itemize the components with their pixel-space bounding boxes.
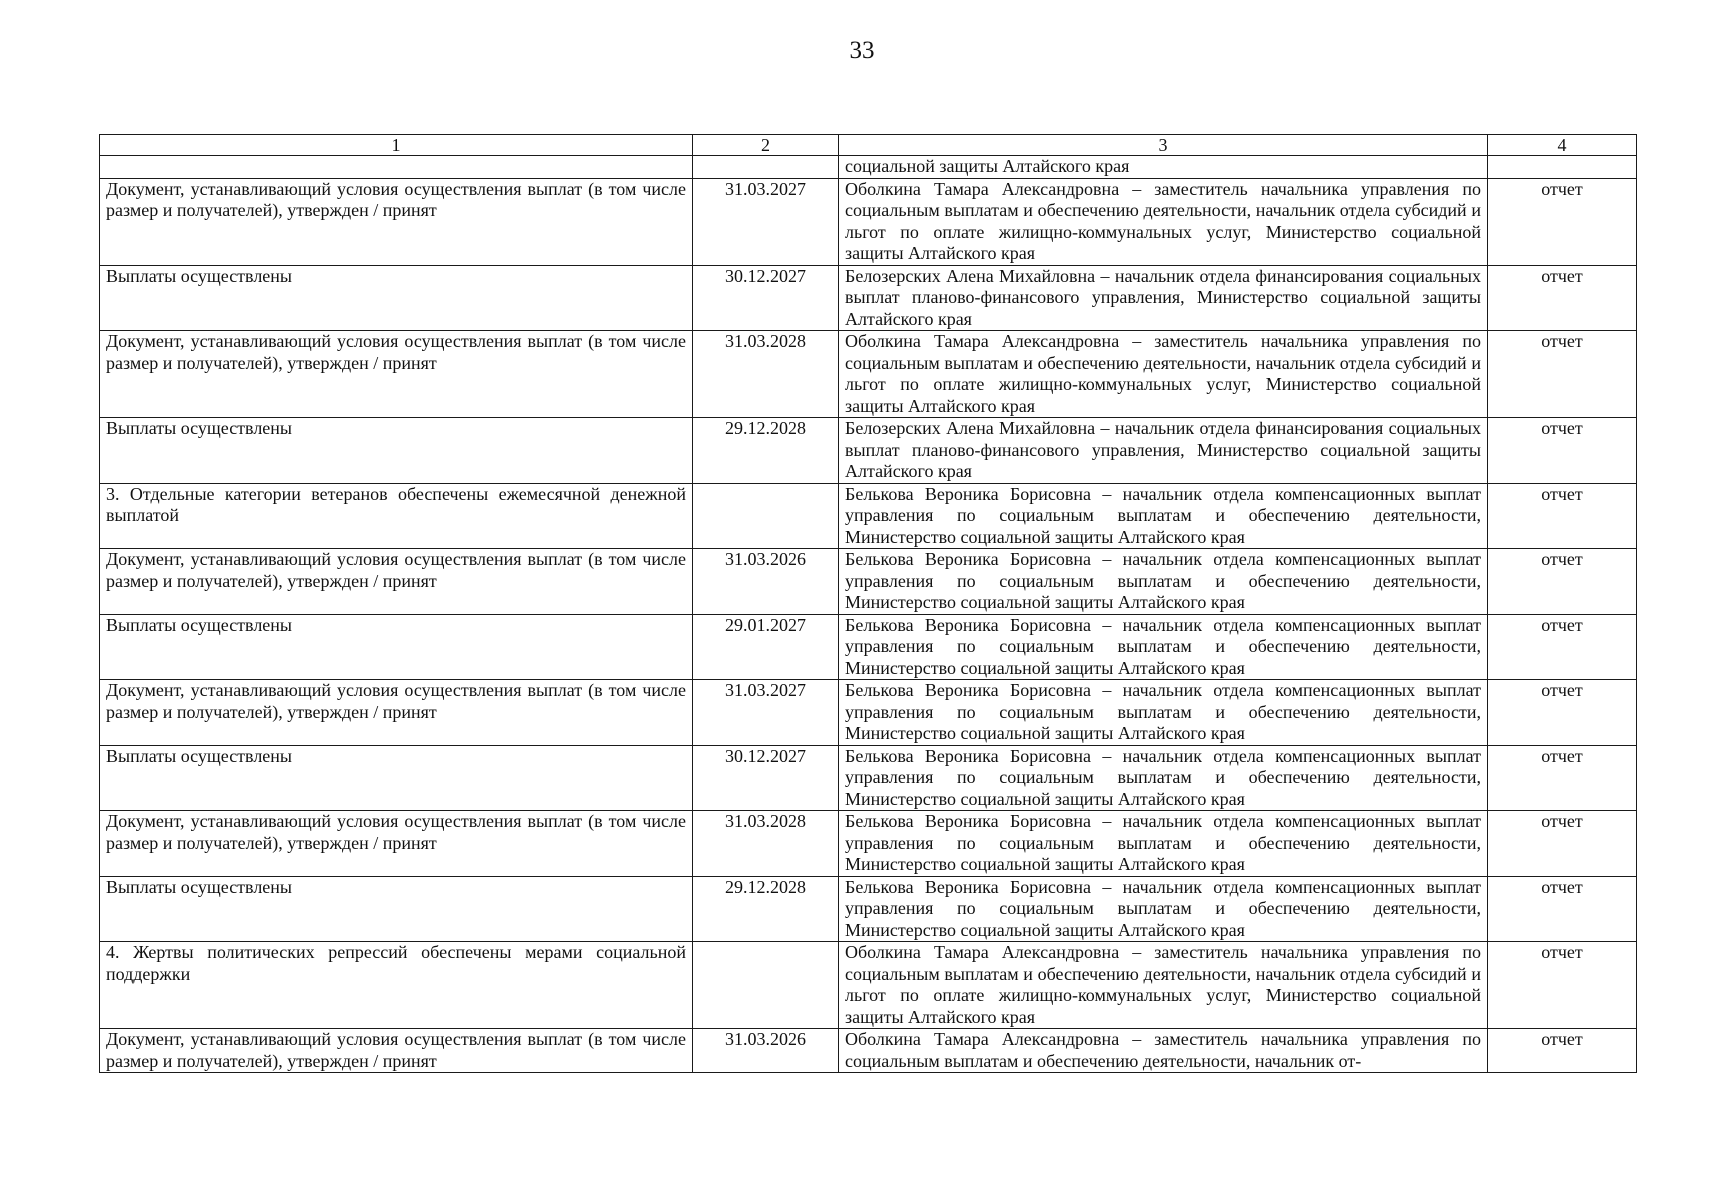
cell-document-type: отчет (1488, 745, 1637, 811)
table-header (100, 135, 1637, 156)
cell-document-type: отчет (1488, 942, 1637, 1029)
cell-event: Документ, устанавливающий условия осуществления выплат (в том числе размер и получателей), утвержден / принят (100, 331, 693, 418)
cell-document-type: отчет (1488, 1029, 1637, 1073)
table-row (100, 942, 1637, 1029)
table-row (100, 680, 1637, 746)
cell-document-type: отчет (1488, 418, 1637, 484)
cell-date: 31.03.2028 (693, 811, 839, 877)
cell-document-type: отчет (1488, 331, 1637, 418)
table-row (100, 745, 1637, 811)
cell-event: Выплаты осуществлены (100, 614, 693, 680)
cell-event: 3. Отдельные категории ветеранов обеспечены ежемесячной денежной выплатой (100, 483, 693, 549)
cell-date: 31.03.2026 (693, 549, 839, 615)
cell-document-type: отчет (1488, 614, 1637, 680)
cell-date: 30.12.2027 (693, 265, 839, 331)
column-header-4: 4 (1488, 135, 1637, 156)
cell-responsible: социальной защиты Алтайского края (839, 156, 1488, 179)
cell-responsible: Оболкина Тамара Александровна – заместитель начальника управления по социальным выплатам и обеспечению деятельности, начальник от- (839, 1029, 1488, 1073)
cell-document-type: отчет (1488, 876, 1637, 942)
cell-date (693, 156, 839, 179)
cell-document-type: отчет (1488, 178, 1637, 265)
page-number: 33 (849, 37, 875, 64)
cell-date: 30.12.2027 (693, 745, 839, 811)
cell-responsible: Белькова Вероника Борисовна – начальник отдела компенсационных выплат управления по социальным выплатам и обеспечению деятельности, Министерство социальной защиты Алтайского края (839, 614, 1488, 680)
cell-date: 29.12.2028 (693, 418, 839, 484)
table-row (100, 876, 1637, 942)
table-row (100, 331, 1637, 418)
cell-responsible: Оболкина Тамара Александровна – заместитель начальника управления по социальным выплатам и обеспечению деятельности, начальник отдела субсидий и льгот по оплате жилищно-коммунальных услуг, Министерство социальной защиты Алтайского края (839, 178, 1488, 265)
column-header-1: 1 (100, 135, 693, 156)
column-header-3: 3 (839, 135, 1488, 156)
cell-document-type: отчет (1488, 483, 1637, 549)
cell-event (100, 156, 693, 179)
cell-event: Документ, устанавливающий условия осуществления выплат (в том числе размер и получателей), утвержден / принят (100, 811, 693, 877)
cell-responsible: Белькова Вероника Борисовна – начальник отдела компенсационных выплат управления по социальным выплатам и обеспечению деятельности, Министерство социальной защиты Алтайского края (839, 745, 1488, 811)
cell-event: Выплаты осуществлены (100, 418, 693, 484)
cell-responsible: Белькова Вероника Борисовна – начальник отдела компенсационных выплат управления по социальным выплатам и обеспечению деятельности, Министерство социальной защиты Алтайского края (839, 811, 1488, 877)
cell-event: Выплаты осуществлены (100, 745, 693, 811)
cell-date: 29.01.2027 (693, 614, 839, 680)
cell-date (693, 942, 839, 1029)
column-header-2: 2 (693, 135, 839, 156)
table-body (100, 156, 1637, 1073)
cell-date: 29.12.2028 (693, 876, 839, 942)
header-row (100, 135, 1637, 156)
cell-document-type: отчет (1488, 811, 1637, 877)
cell-document-type: отчет (1488, 265, 1637, 331)
cell-document-type (1488, 156, 1637, 179)
cell-date: 31.03.2027 (693, 680, 839, 746)
table-row (100, 265, 1637, 331)
table-row (100, 549, 1637, 615)
cell-responsible: Белькова Вероника Борисовна – начальник отдела компенсационных выплат управления по социальным выплатам и обеспечению деятельности, Министерство социальной защиты Алтайского края (839, 680, 1488, 746)
cell-responsible: Оболкина Тамара Александровна – заместитель начальника управления по социальным выплатам и обеспечению деятельности, начальник отдела субсидий и льгот по оплате жилищно-коммунальных услуг, Министерство социальной защиты Алтайского края (839, 331, 1488, 418)
cell-responsible: Белькова Вероника Борисовна – начальник отдела компенсационных выплат управления по социальным выплатам и обеспечению деятельности, Министерство социальной защиты Алтайского края (839, 483, 1488, 549)
table-row-continuation (100, 156, 1637, 179)
cell-event: Документ, устанавливающий условия осуществления выплат (в том числе размер и получателей), утвержден / принят (100, 549, 693, 615)
table-row (100, 418, 1637, 484)
table-row (100, 811, 1637, 877)
cell-event: Документ, устанавливающий условия осуществления выплат (в том числе размер и получателей), утвержден / принят (100, 1029, 693, 1073)
cell-date: 31.03.2028 (693, 331, 839, 418)
table-row (100, 178, 1637, 265)
cell-document-type: отчет (1488, 680, 1637, 746)
cell-date: 31.03.2027 (693, 178, 839, 265)
cell-date (693, 483, 839, 549)
cell-responsible: Белькова Вероника Борисовна – начальник отдела компенсационных выплат управления по социальным выплатам и обеспечению деятельности, Министерство социальной защиты Алтайского края (839, 549, 1488, 615)
cell-event: 4. Жертвы политических репрессий обеспечены мерами социальной поддержки (100, 942, 693, 1029)
table-row (100, 614, 1637, 680)
cell-responsible: Белькова Вероника Борисовна – начальник отдела компенсационных выплат управления по социальным выплатам и обеспечению деятельности, Министерство социальной защиты Алтайского края (839, 876, 1488, 942)
cell-event: Документ, устанавливающий условия осуществления выплат (в том числе размер и получателей), утвержден / принят (100, 178, 693, 265)
cell-event: Выплаты осуществлены (100, 876, 693, 942)
table-row (100, 483, 1637, 549)
cell-event: Выплаты осуществлены (100, 265, 693, 331)
plan-table (99, 134, 1637, 1073)
cell-responsible: Оболкина Тамара Александровна – заместитель начальника управления по социальным выплатам и обеспечению деятельности, начальник отдела субсидий и льгот по оплате жилищно-коммунальных услуг, Министерство социальной защиты Алтайского края (839, 942, 1488, 1029)
cell-document-type: отчет (1488, 549, 1637, 615)
cell-date: 31.03.2026 (693, 1029, 839, 1073)
cell-responsible: Белозерских Алена Михайловна – начальник отдела финансирования социальных выплат планово-финансового управления, Министерство социальной защиты Алтайского края (839, 265, 1488, 331)
cell-event: Документ, устанавливающий условия осуществления выплат (в том числе размер и получателей), утвержден / принят (100, 680, 693, 746)
table-row (100, 1029, 1637, 1073)
cell-responsible: Белозерских Алена Михайловна – начальник отдела финансирования социальных выплат планово-финансового управления, Министерство социальной защиты Алтайского края (839, 418, 1488, 484)
